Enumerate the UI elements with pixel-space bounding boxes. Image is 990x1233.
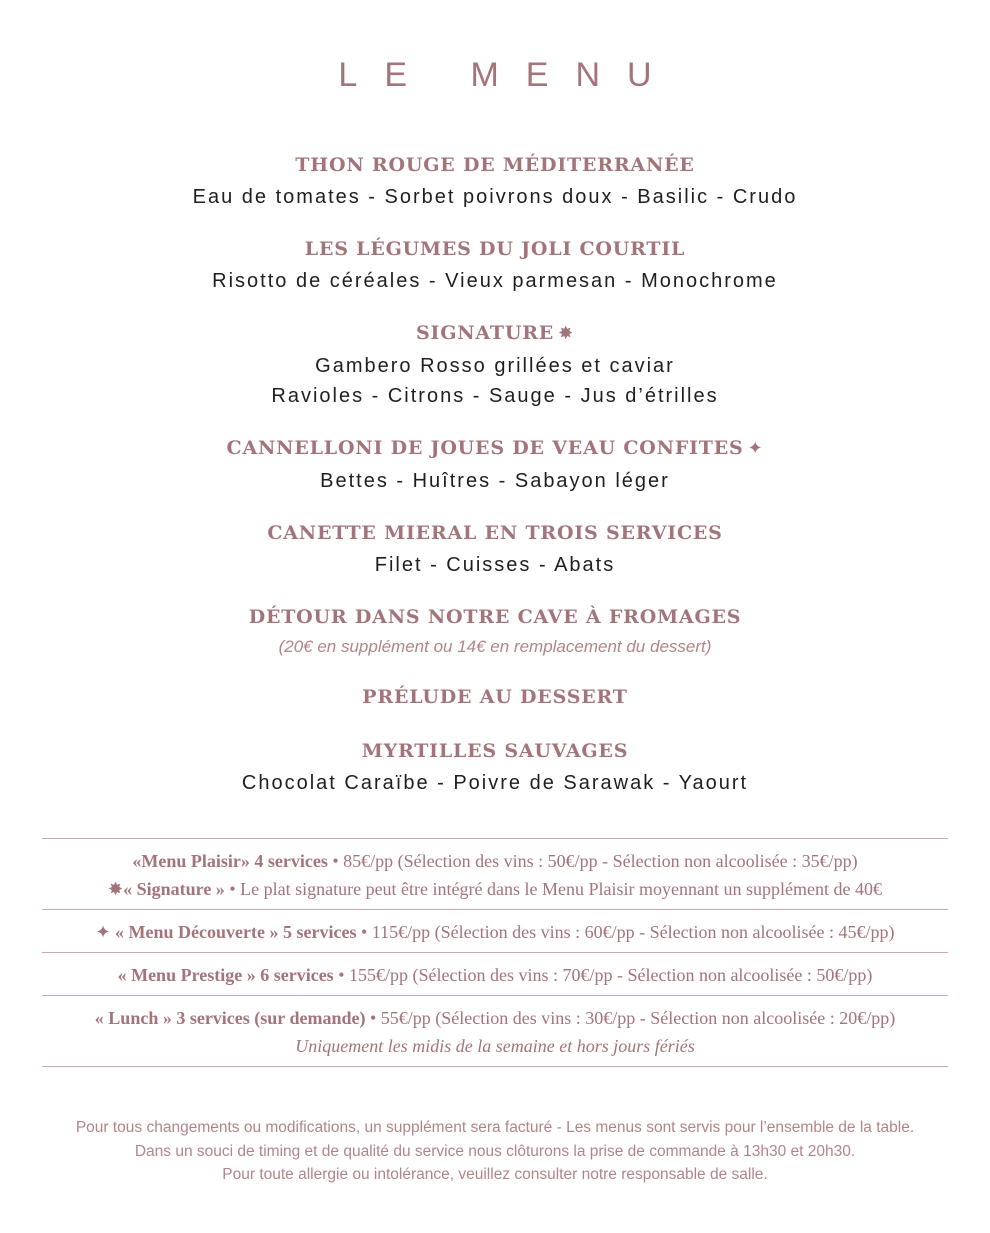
dish-name-text: SIGNATURE [416,322,555,344]
formula-line [42,847,948,875]
dish-name: DÉTOUR DANS NOTRE CAVE À FROMAGES [248,606,742,628]
dish-description: Risotto de céréales - Vieux parmesan - Monochrome [212,270,778,292]
formula-title: «Menu Plaisir» 4 services [132,851,328,871]
formula-price: • 155€/pp (Sélection des vins : 70€/pp - Sélection non alcoolisée : 50€/pp) [333,965,873,985]
formula-lunch [42,995,948,1067]
dish-name [0,316,990,351]
formula-decouverte [42,909,948,952]
sparkle-icon: ✦ [95,922,111,942]
formula-note: Uniquement les midis de la semaine et hors jours fériés [295,1036,695,1056]
dish-fromages [0,600,990,660]
signature-star-icon: ✸ [558,323,574,344]
dish-name [0,431,990,466]
formula-line [42,1004,948,1032]
dish-description: Bettes - Huîtres - Sabayon léger [320,470,670,492]
dish-name: LES LÉGUMES DU JOLI COURTIL [304,238,686,260]
page-title: LE MENU [338,56,679,94]
dish-legumes [0,232,990,296]
footer-notes [0,1116,990,1187]
dish-description: Eau de tomates - Sorbet poivrons doux - Basilic - Crudo [192,186,798,208]
formula-title: « Menu Découverte » 5 services [110,922,357,942]
dish-cannelloni [0,431,990,496]
dish-thon [0,148,990,212]
formula-line [42,918,948,946]
dish-note: (20€ en supplément ou 14€ en remplacement du dessert) [278,637,712,656]
formula-title: « Menu Prestige » 6 services [117,965,334,985]
dish-canette [0,516,990,580]
formula-price: • Le plat signature peut être intégré dans le Menu Plaisir moyennant un supplément de 40€ [224,879,882,899]
dish-name-text: CANNELLONI DE JOUES DE VEAU CONFITES [226,437,744,459]
formula-price: • 85€/pp (Sélection des vins : 50€/pp - Sélection non alcoolisée : 35€/pp) [327,851,858,871]
formula-price: • 55€/pp (Sélection des vins : 30€/pp - Sélection non alcoolisée : 20€/pp) [365,1008,896,1028]
dish-prelude [0,680,990,714]
dish-name: PRÉLUDE AU DESSERT [362,686,628,708]
dish-name: CANETTE MIERAL EN TROIS SERVICES [267,522,723,544]
dish-signature [0,316,990,411]
dish-description: Filet - Cuisses - Abats [374,554,616,576]
footer-line: Dans un souci de timing et de qualité du service nous clôturons la prise de commande à 13h30 et 20h30. [134,1142,856,1160]
formula-price: • 115€/pp (Sélection des vins : 60€/pp - Sélection non alcoolisée : 45€/pp) [356,922,895,942]
formula-title: « Lunch » 3 services (sur demande) [94,1008,366,1028]
footer-line: Pour toute allergie ou intolérance, veuillez consulter notre responsable de salle. [222,1166,768,1183]
formula-plaisir [42,838,948,909]
formula-line [42,961,948,989]
signature-star-icon: ✸ [108,879,124,899]
dish-name: THON ROUGE DE MÉDITERRANÉE [295,154,695,176]
dish-name: MYRTILLES SAUVAGES [361,740,629,762]
dish-description: Gambero Rosso grillées et caviar [315,355,675,377]
dish-description: Chocolat Caraïbe - Poivre de Sarawak - Yaourt [241,772,749,794]
dish-list [0,148,990,818]
footer-line: Pour tous changements ou modifications, un supplément sera facturé - Les menus sont servis pour l’ensemble de la table. [75,1119,915,1136]
dish-myrtilles [0,734,990,798]
formula-title: « Signature » [123,879,225,899]
sparkle-icon: ✦ [747,438,764,459]
formula-prestige [42,952,948,995]
menu-formulas [42,838,948,1067]
formula-line [42,875,948,903]
dish-description: Ravioles - Citrons - Sauge - Jus d’étrilles [271,385,719,407]
